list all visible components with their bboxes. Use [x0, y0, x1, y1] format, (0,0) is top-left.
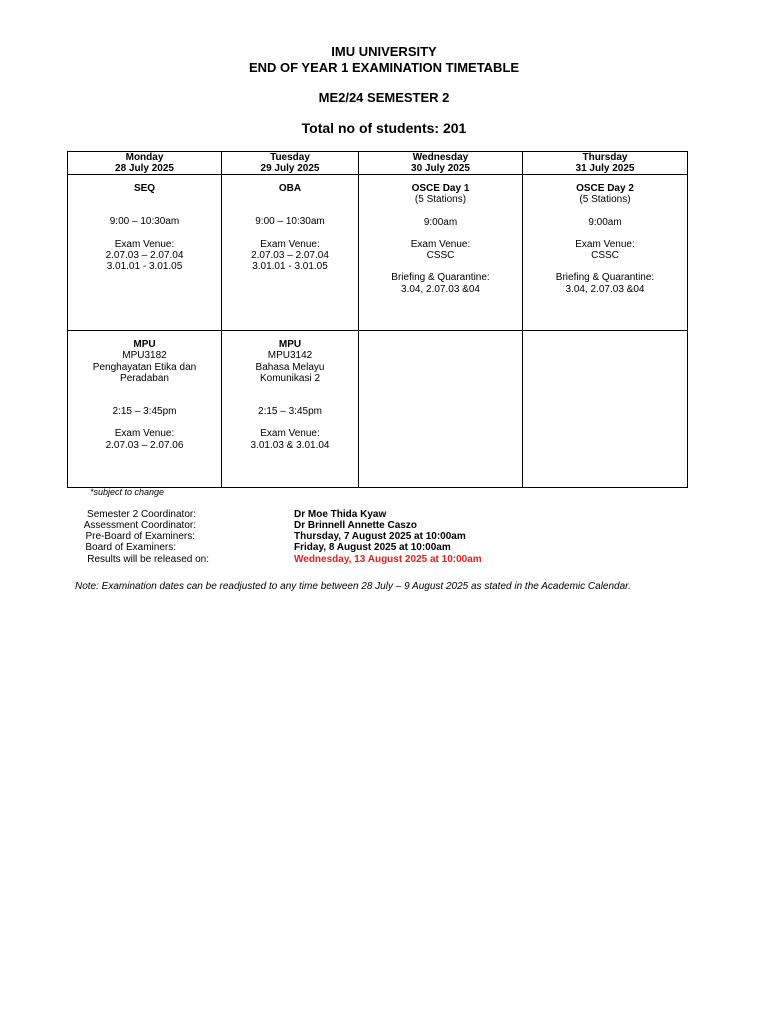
day-date: 30 July 2025 — [411, 163, 470, 174]
role-label: Assessment Coordinator: — [83, 520, 196, 531]
venue-label: Exam Venue: — [410, 238, 471, 250]
document-title: END OF YEAR 1 EXAMINATION TIMETABLE — [248, 60, 520, 75]
course-name: Komunikasi 2 — [259, 372, 321, 384]
exam-name: MPU — [278, 339, 302, 350]
exam-subtitle: (5 Stations) — [579, 194, 631, 206]
day-header-row — [68, 152, 688, 175]
day-name: Tuesday — [270, 152, 310, 163]
exam-name: SEQ — [133, 183, 156, 194]
role-value: Dr Brinnell Annette Caszo — [294, 520, 417, 531]
exam-cell-wednesday-pm — [359, 331, 523, 488]
university-title: IMU UNIVERSITY — [331, 44, 437, 59]
exam-name: MPU — [133, 339, 156, 350]
role-value: Dr Moe Thida Kyaw — [294, 509, 387, 520]
venue-label: Exam Venue: — [260, 238, 320, 250]
venue-rooms: 3.01.01 - 3.01.05 — [106, 261, 183, 273]
venue-rooms: 3.01.03 & 3.01.04 — [250, 439, 330, 451]
day-header-wednesday — [359, 152, 523, 175]
venue-rooms: 2.07.03 – 2.07.06 — [105, 439, 184, 451]
briefing-label: Briefing & Quarantine: — [391, 272, 490, 284]
day-date: 31 July 2025 — [575, 163, 635, 174]
afternoon-row — [68, 331, 688, 488]
role-label: Board of Examiners: — [85, 542, 176, 553]
day-name: Monday — [125, 152, 164, 163]
exam-cell-wednesday-am — [359, 175, 523, 331]
venue-rooms: 2.07.03 – 2.07.04 — [105, 249, 184, 261]
role-label: Semester 2 Coordinator: — [87, 509, 196, 520]
exam-time: 9:00am — [588, 216, 622, 228]
results-release-date: Wednesday, 13 August 2025 at 10:00am — [294, 554, 482, 565]
day-header-monday — [68, 152, 222, 175]
exam-time: 2:15 – 3:45pm — [112, 406, 177, 418]
venue-label: Exam Venue: — [260, 428, 320, 440]
exam-cell-thursday-pm — [523, 331, 688, 488]
role-value: Thursday, 7 August 2025 at 10:00am — [294, 531, 466, 542]
course-name: Penghayatan Etika dan — [92, 361, 197, 373]
venue-label: Exam Venue: — [114, 238, 175, 250]
exam-cell-monday-am — [68, 175, 222, 331]
semester-title: ME2/24 SEMESTER 2 — [318, 90, 450, 105]
exam-name: OBA — [278, 183, 302, 194]
exam-time: 9:00 – 10:30am — [109, 216, 180, 228]
exam-cell-monday-pm — [68, 331, 222, 488]
course-name: Peradaban — [120, 372, 169, 384]
exam-time: 2:15 – 3:45pm — [258, 406, 322, 418]
day-date: 28 July 2025 — [115, 163, 174, 174]
venue-rooms: 3.01.01 - 3.01.05 — [252, 261, 328, 273]
subject-to-change-note: *subject to change — [90, 487, 165, 497]
exam-name: OSCE Day 2 — [576, 183, 634, 194]
venue-rooms: CSSC — [591, 250, 619, 262]
academic-calendar-note: Note: Examination dates can be readjusted to any time between 28 July – 9 August 2025 as stated in the Academic Calendar. — [75, 581, 631, 592]
exam-cell-tuesday-am — [222, 175, 359, 331]
exam-cell-tuesday-pm — [222, 331, 359, 488]
day-header-tuesday — [222, 152, 359, 175]
day-date: 29 July 2025 — [260, 163, 320, 174]
venue-label: Exam Venue: — [575, 238, 635, 250]
student-count: Total no of students: 201 — [301, 120, 467, 136]
exam-time: 9:00am — [423, 216, 458, 228]
day-name: Thursday — [582, 152, 628, 163]
role-label: Pre-Board of Examiners: — [85, 531, 195, 542]
course-name: Bahasa Melayu — [255, 361, 325, 373]
day-header-thursday — [523, 152, 688, 175]
role-value: Friday, 8 August 2025 at 10:00am — [294, 542, 451, 553]
briefing-rooms: 3.04, 2.07.03 &04 — [565, 283, 645, 295]
morning-row — [68, 175, 688, 331]
briefing-rooms: 3.04, 2.07.03 &04 — [401, 283, 480, 295]
venue-rooms: CSSC — [426, 250, 455, 262]
exam-name: OSCE Day 1 — [411, 183, 470, 194]
venue-label: Exam Venue: — [114, 428, 175, 440]
exam-subtitle: (5 Stations) — [414, 194, 467, 206]
course-code: MPU3142 — [267, 350, 313, 362]
briefing-label: Briefing & Quarantine: — [555, 272, 655, 284]
day-name: Wednesday — [412, 152, 469, 163]
venue-rooms: 2.07.03 – 2.07.04 — [251, 249, 329, 261]
course-code: MPU3182 — [122, 350, 167, 362]
exam-cell-thursday-am — [523, 175, 688, 331]
exam-time: 9:00 – 10:30am — [255, 216, 325, 228]
exam-timetable — [67, 151, 688, 488]
role-label: Results will be released on: — [87, 554, 209, 565]
